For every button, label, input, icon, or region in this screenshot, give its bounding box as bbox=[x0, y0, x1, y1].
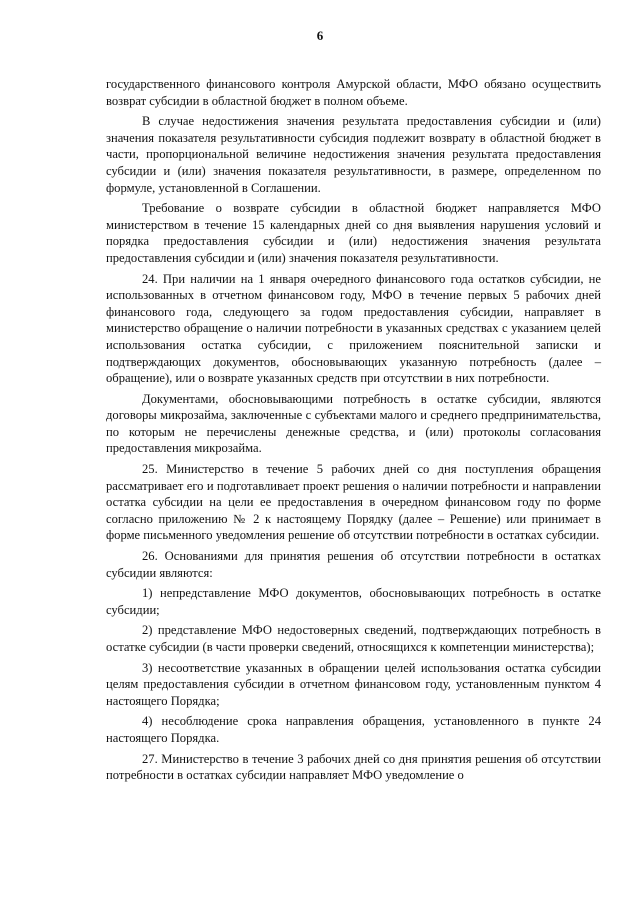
page-number: 6 bbox=[316, 28, 324, 43]
document-body bbox=[106, 76, 601, 788]
list-item-1: 1) непредставление МФО документов, обосновывающих потребность в остатке субсидии; bbox=[106, 586, 601, 617]
paragraph-clause-24: 24. При наличии на 1 января очередного финансового года остатков субсидии, не использованных в отчетном финансовом году, МФО в течение первых 5 рабочих дней финансового года, следующего за годом предоставления субсидии, направляет в министерство обращение о наличии потребности в указанных средствах с указанием целей использования остатка субсидии, с приложением пояснительной записки и подтверждающих документов, обосновывающих указанную потребность (далее – обращение), или о возврате указанных средств при отсутствии в них потребности. bbox=[106, 271, 601, 386]
list-item-2: 2) представление МФО недостоверных сведений, подтверждающих потребность в остатке субсидии (в части проверки сведений, относящихся к компетенции министерства); bbox=[106, 623, 601, 654]
paragraph-clause-26: 26. Основаниями для принятия решения об отсутствии потребности в остатках субсидии являются: bbox=[106, 549, 601, 580]
paragraph-continuation: государственного финансового контроля Амурской области, МФО обязано осуществить возврат субсидии в областной бюджет в полном объеме. bbox=[106, 77, 601, 108]
paragraph-justifying-documents: Документами, обосновывающими потребность в остатке субсидии, являются договоры микрозайма, заключенные с субъектами малого и среднего предпринимательства, по которым не перечислены денежные средства, и (или) протоколы согласования предоставления микрозайма. bbox=[106, 391, 601, 456]
list-item-4: 4) несоблюдение срока направления обращения, установленного в пункте 24 настоящего Порядка. bbox=[106, 714, 601, 745]
paragraph-refund-requirement: Требование о возврате субсидии в областной бюджет направляется МФО министерством в течение 15 календарных дней со дня выявления нарушения условий и порядка предоставления субсидии и (или) недостижения значения результата предоставления субсидии и (или) значения показателя результативности. bbox=[106, 201, 601, 265]
list-item-3: 3) несоответствие указанных в обращении целей использования остатка субсидии целям предоставления субсидии в отчетном финансовом году, установленным пунктом 4 настоящего Порядка; bbox=[106, 660, 601, 708]
paragraph-clause-27: 27. Министерство в течение 3 рабочих дней со дня принятия решения об отсутствии потребности в остатках субсидии направляет МФО уведомление о bbox=[106, 751, 601, 783]
paragraph-clause-25: 25. Министерство в течение 5 рабочих дней со дня поступления обращения рассматривает его и подготавливает проект решения о наличии потребности и направлении остатка субсидии на цели ее предоставления в очередном финансовом году по форме согласно приложению № 2 к настоящему Порядку (далее – Решение) или принимает в форме письменного уведомления решение об отсутствии потребности в остатках субсидии. bbox=[106, 462, 601, 543]
paragraph-refund-partial: В случае недостижения значения результата предоставления субсидии и (или) значения показателя результативности субсидия подлежит возврату в областной бюджет в части, пропорциональной величине недостижения значения результата предоставления субсидии и (или) значения показателя результативности, в размере, определенном по формуле, установленной в Соглашении. bbox=[106, 114, 601, 195]
